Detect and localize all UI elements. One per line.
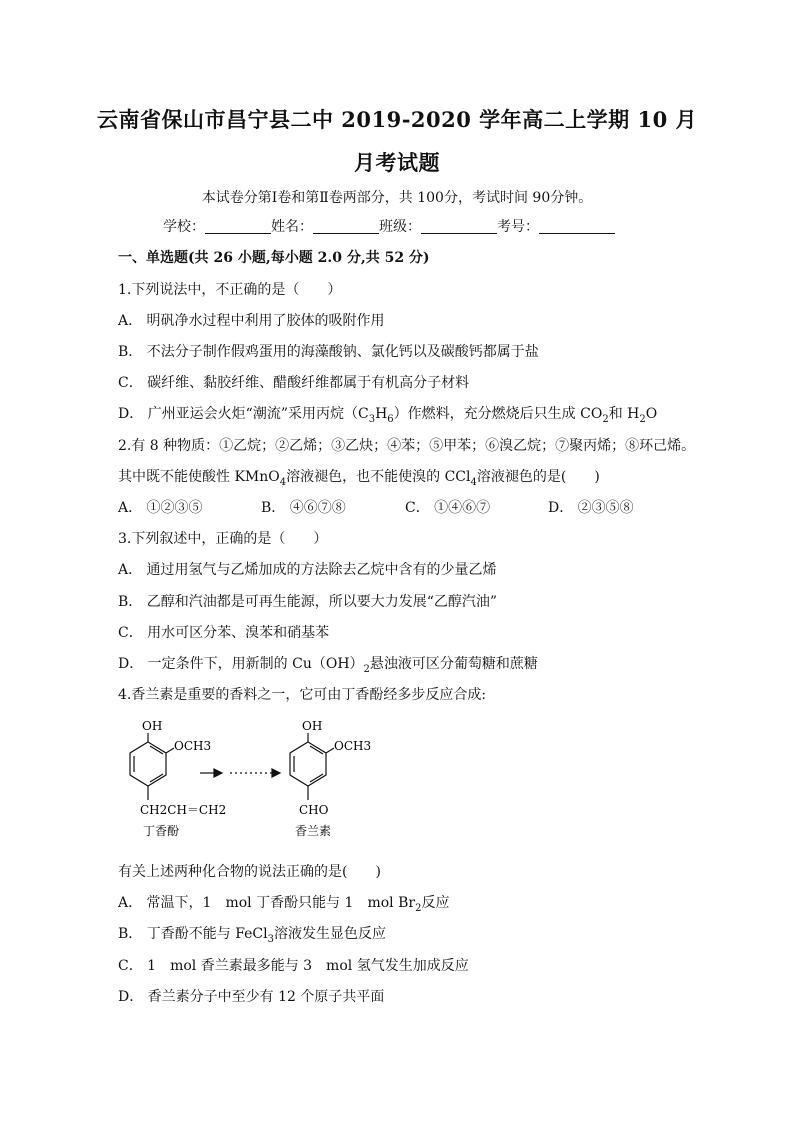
vanillin-structure bbox=[290, 733, 334, 800]
q4-stem: 4.香兰素是重要的香料之一，它可由丁香酚经多步反应合成: bbox=[118, 687, 487, 703]
q2-option-b: B． ④⑥⑦⑧ bbox=[261, 500, 346, 516]
eugenol-oh-label: OH bbox=[142, 719, 163, 733]
q4-option-c: C． 1 mol 香兰素最多能与 3 mol 氢气发生加成反应 bbox=[118, 958, 469, 974]
q4-reaction-diagram bbox=[110, 718, 390, 843]
q4-stem-2: 有关上述两种化合物的说法正确的是( ) bbox=[118, 864, 381, 880]
school-label: 学校： bbox=[163, 219, 205, 235]
exam-no-label: 考号： bbox=[497, 219, 539, 235]
exam-title-line1: 云南省保山市昌宁县二中 2019-2020 学年高二上学期 10 月 bbox=[96, 107, 698, 132]
reaction-arrow bbox=[200, 769, 280, 777]
exam-title-line2: 月考试题 bbox=[354, 150, 440, 175]
eugenol-structure bbox=[130, 733, 174, 800]
eugenol-chain-label: CH2CH＝CH2 bbox=[140, 803, 227, 817]
q3-option-d: D． 一定条件下，用新制的 $Cu(OH)_2$悬浊液可区分葡萄糖和蔗糖 bbox=[118, 656, 538, 675]
name-label: 姓名： bbox=[271, 219, 313, 235]
exam-no-blank[interactable] bbox=[539, 219, 615, 234]
student-info-row bbox=[163, 218, 615, 236]
vanillin-oh-label: OH bbox=[302, 719, 323, 733]
vanillin-cho-label: CHO bbox=[299, 803, 329, 817]
q3-option-b: B． 乙醇和汽油都是可再生能源，所以要大力发展“乙醇汽油” bbox=[118, 594, 498, 610]
q2-stem: 2.有 8 种物质：①乙烷；②乙烯；③乙炔；④苯；⑤甲苯；⑥溴乙烷；⑦聚丙烯；⑧环己烯。 bbox=[118, 438, 696, 454]
q2-option-a: A． ①②③⑤ bbox=[118, 500, 203, 516]
q1-option-d: D． 广州亚运会火炬“潮流”采用丙烷$(C_3H_6)$作燃料，充分燃烧后只生成 $CO_2$和 $H_2O$ bbox=[118, 406, 658, 425]
q2-option-c: C． ①④⑥⑦ bbox=[405, 500, 491, 516]
q3-stem: 3.下列叙述中，正确的是（ ） bbox=[118, 531, 328, 547]
q3-option-c: C． 用水可区分苯、溴苯和硝基苯 bbox=[118, 625, 330, 641]
vanillin-name: 香兰素 bbox=[295, 824, 332, 838]
eugenol-och3-label: OCH3 bbox=[174, 739, 212, 753]
class-blank[interactable] bbox=[421, 219, 497, 234]
school-blank[interactable] bbox=[205, 219, 271, 234]
eugenol-name: 丁香酚 bbox=[143, 824, 180, 838]
q1-option-c: C． 碳纤维、黏胶纤维、醋酸纤维都属于有机高分子材料 bbox=[118, 375, 470, 391]
q4-option-a: A． 常温下，1 mol 丁香酚只能与 1 mol $Br_2$反应 bbox=[118, 895, 450, 914]
q1-option-a: A． 明矾净水过程中利用了胶体的吸附作用 bbox=[118, 313, 385, 329]
vanillin-och3-label: OCH3 bbox=[334, 739, 372, 753]
q4-option-b: B． 丁香酚不能与 FeCl$_3$溶液发生显色反应 bbox=[118, 926, 386, 945]
q1-stem: 1.下列说法中，不正确的是（ ） bbox=[118, 282, 342, 298]
q3-option-a: A． 通过用氢气与乙烯加成的方法除去乙烷中含有的少量乙烯 bbox=[118, 562, 497, 578]
q4-option-d: D． 香兰素分子中至少有 12 个原子共平面 bbox=[118, 989, 385, 1005]
name-blank[interactable] bbox=[313, 219, 379, 234]
exam-intro: 本试卷分第Ⅰ卷和第Ⅱ卷两部分，共 100分，考试时间 90分钟。 bbox=[201, 190, 593, 206]
q1-option-b: B． 不法分子制作假鸡蛋用的海藻酸钠、氯化钙以及碳酸钙都属于盐 bbox=[118, 344, 539, 360]
section1-heading: 一、单选题(共 26 小题,每小题 2.0 分,共 52 分) bbox=[118, 250, 430, 266]
q2-option-d: D． ②③⑤⑧ bbox=[548, 500, 634, 516]
class-label: 班级： bbox=[379, 219, 421, 235]
q2-stem-2: 其中既不能使酸性 KMnO$_4$溶液褪色，也不能使溴的 CCl$_4$溶液褪色的是( ) bbox=[118, 469, 600, 488]
